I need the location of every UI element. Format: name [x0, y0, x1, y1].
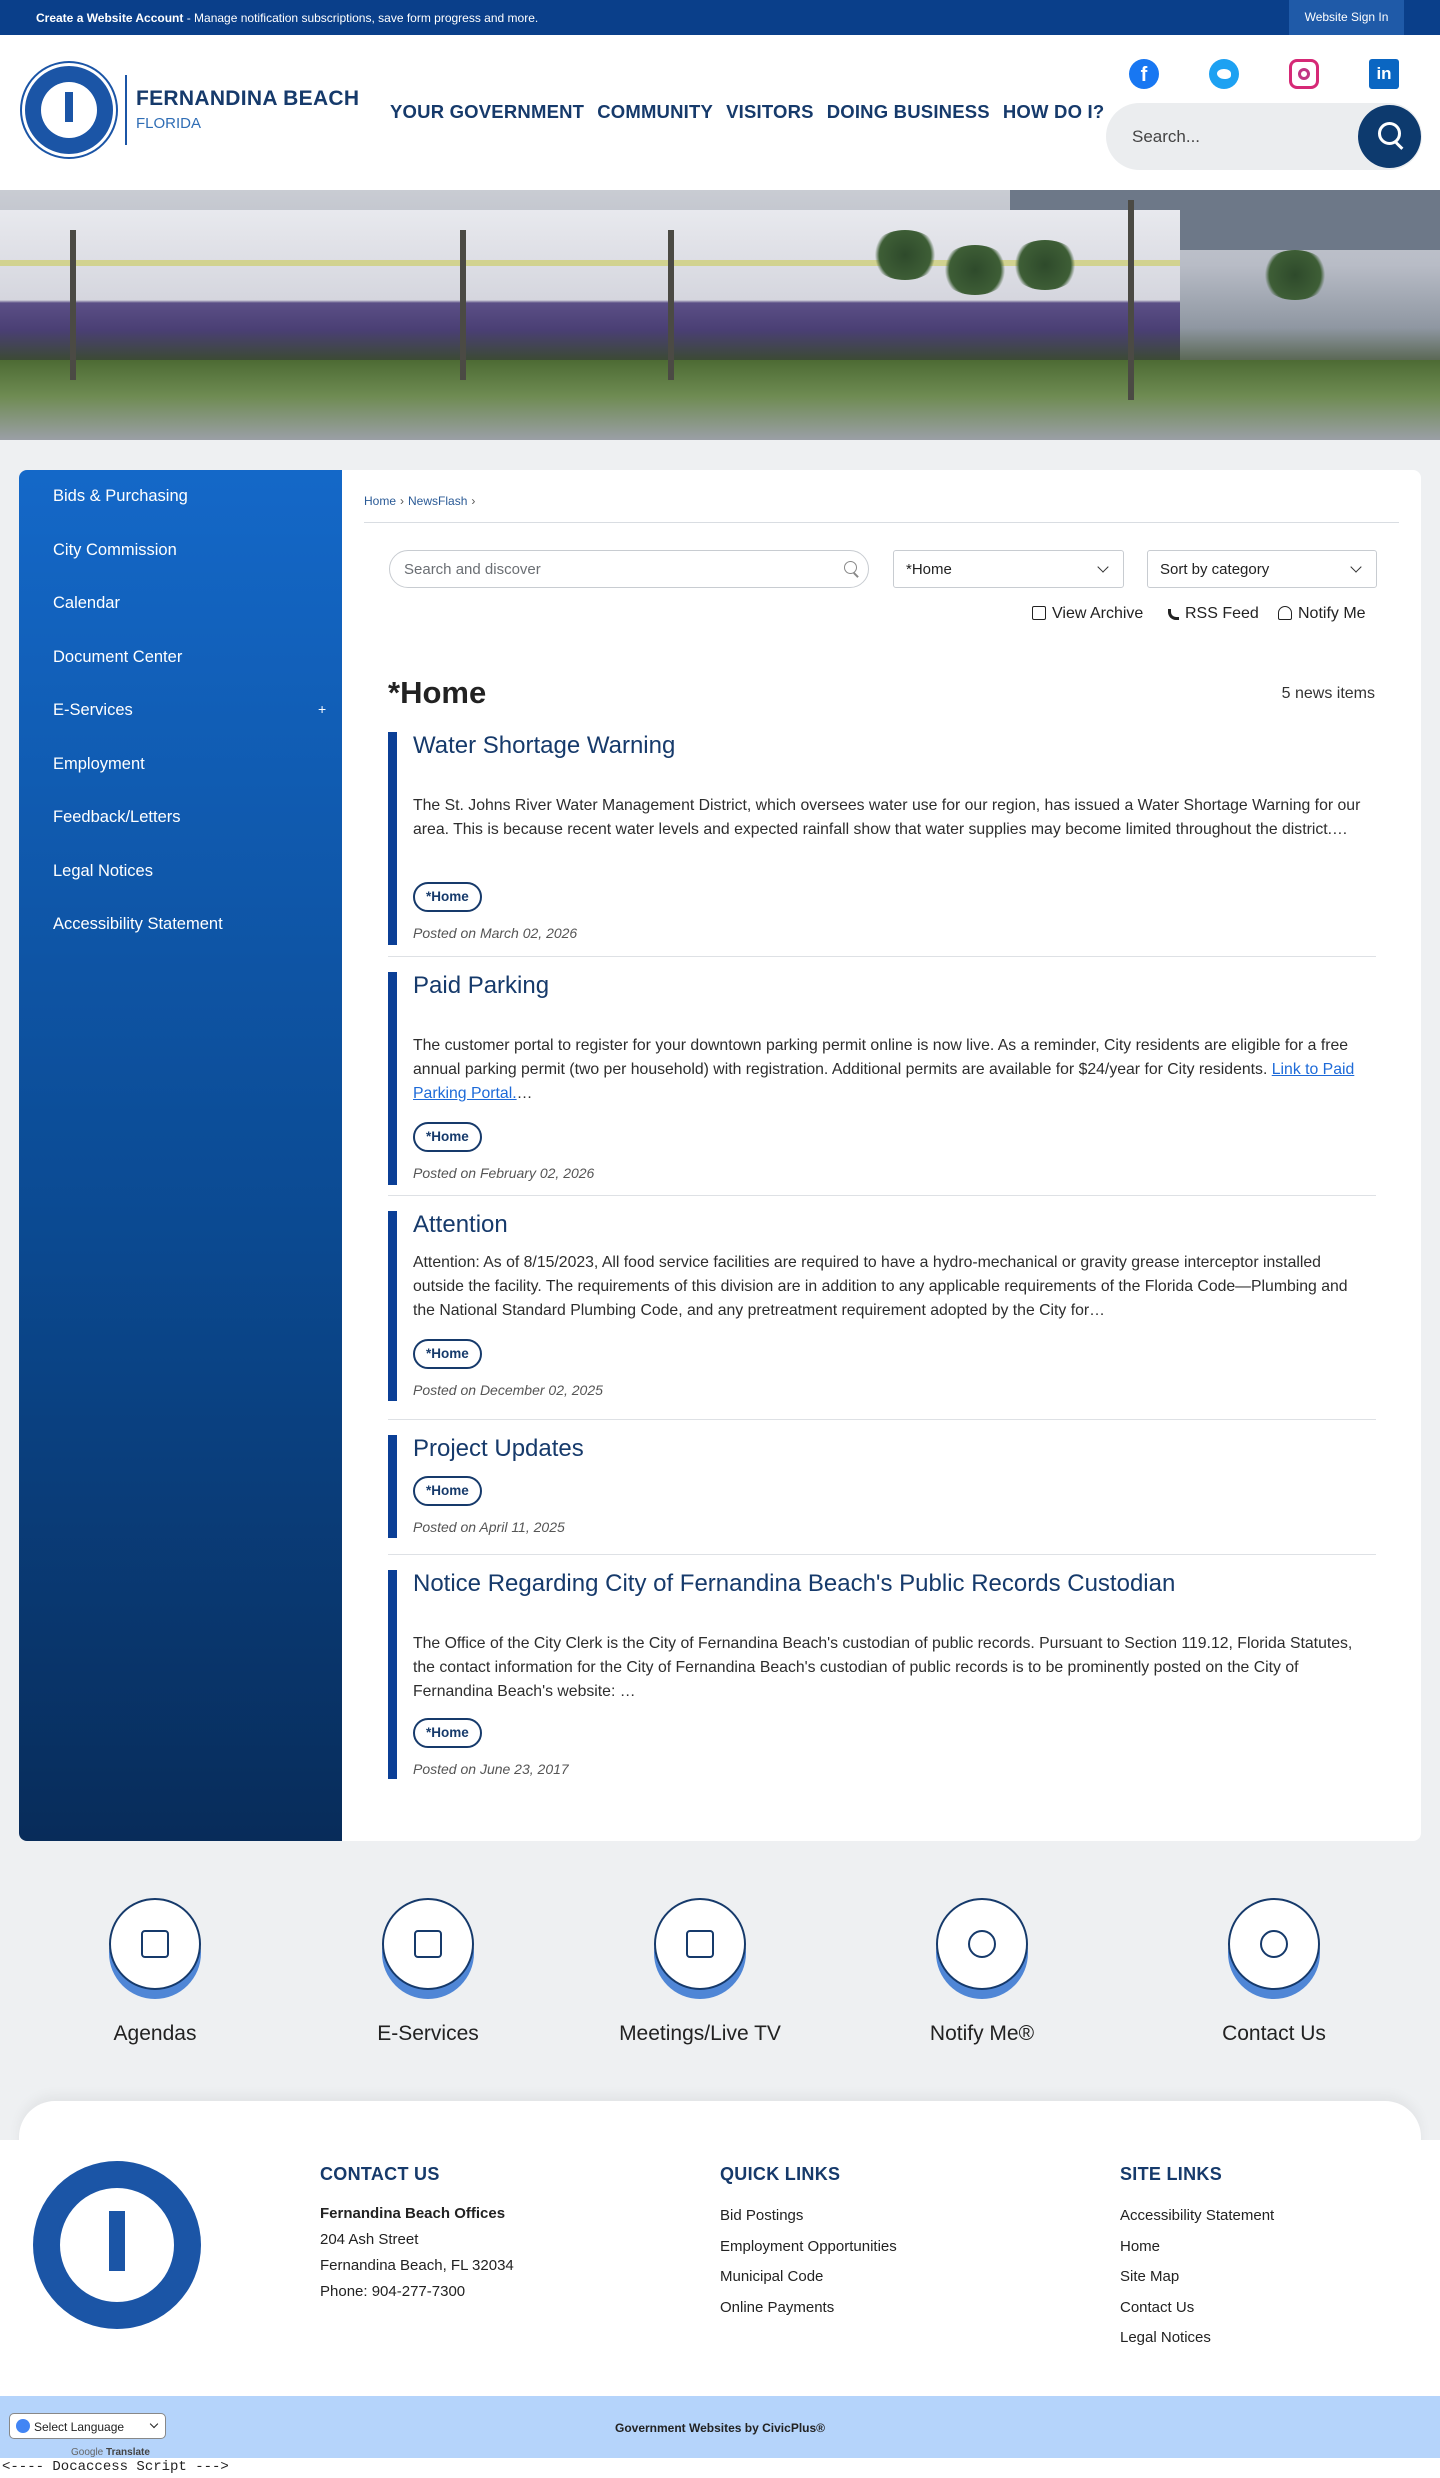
sidebar-item-calendar[interactable]: Calendar [53, 594, 120, 612]
news-item [388, 732, 1376, 945]
hero-banner-image [0, 190, 1440, 440]
news-item [388, 1211, 1376, 1401]
agenda-book-icon [141, 1930, 169, 1958]
sort-select[interactable] [1147, 550, 1377, 588]
utility-bar [0, 0, 1440, 35]
brand-state: FLORIDA [136, 115, 202, 132]
news-body: The customer portal to register for your downtown parking permit online is now live. As a reminder, City residents are eligible for a free annual parking permit (two per household) with registration. Additional permits are available for $24/year for City residents. Link to Paid Parking Portal.… [413, 1037, 1355, 1102]
twitter-icon[interactable] [1209, 59, 1239, 89]
footer-link-accessibility[interactable]: Accessibility Statement [1120, 2207, 1275, 2224]
footer-link-online-payments[interactable]: Online Payments [720, 2298, 835, 2316]
category-select-value: *Home [906, 561, 952, 578]
sidebar-item-feedback-letters[interactable]: Feedback/Letters [53, 808, 181, 826]
category-select[interactable] [893, 550, 1124, 588]
news-accent-bar [388, 1570, 397, 1779]
nav-community[interactable]: COMMUNITY [597, 101, 714, 122]
quick-link-meetings-live-tv[interactable]: Meetings/Live TV [600, 1898, 800, 2046]
sidebar-nav [19, 470, 342, 1841]
chevron-down-icon [150, 2420, 158, 2428]
news-item [388, 1435, 1376, 1538]
footer-contact-heading: CONTACT US [320, 2164, 440, 2184]
news-accent-bar [388, 1435, 397, 1538]
google-icon [16, 2419, 30, 2433]
divider [364, 522, 1399, 523]
footer-site-links [1120, 2164, 1274, 2354]
bell-icon [1278, 606, 1292, 620]
content-card [19, 470, 1421, 1841]
footer-quick-links [720, 2164, 897, 2323]
view-archive-link[interactable]: View Archive [1032, 605, 1143, 623]
news-date: Posted on March 02, 2026 [413, 925, 578, 941]
breadcrumb-home[interactable]: Home [364, 494, 397, 508]
breadcrumb-newsflash[interactable]: NewsFlash [408, 494, 468, 508]
brand-name[interactable]: FERNANDINA BEACH [136, 87, 360, 110]
nav-your-government[interactable]: YOUR GOVERNMENT [390, 101, 585, 122]
footer-link-municipal-code[interactable]: Municipal Code [720, 2268, 824, 2285]
linkedin-icon[interactable]: in [1369, 59, 1399, 89]
news-date: Posted on December 02, 2025 [413, 1382, 603, 1398]
footer-link-home[interactable]: Home [1120, 2237, 1161, 2255]
news-title[interactable]: Project Updates [413, 1435, 584, 1462]
monitor-icon [414, 1930, 442, 1958]
facebook-icon[interactable]: f [1129, 59, 1159, 89]
sidebar-item-accessibility-statement[interactable]: Accessibility Statement [53, 915, 223, 933]
divider [388, 956, 1376, 957]
chat-bubble-icon [968, 1930, 996, 1958]
breadcrumb: Home › NewsFlash › [364, 494, 476, 508]
archive-icon [1032, 606, 1046, 620]
divider [388, 1195, 1376, 1196]
site-search-placeholder: Search... [1132, 127, 1201, 146]
news-date: Posted on April 11, 2025 [413, 1519, 565, 1535]
news-body: The St. Johns River Water Management District, which oversees water use for our region, has issued a Water Shortage Warning for our area. This is because recent water levels and expected rainfall show that water supplies may become limited throughout the district.… [413, 797, 1361, 838]
news-accent-bar [388, 972, 397, 1185]
news-category-tag[interactable]: *Home [413, 1122, 482, 1152]
footer-link-employment[interactable]: Employment Opportunities [720, 2237, 897, 2255]
google-translate-credit: Google Translate [71, 2447, 150, 2458]
news-category-tag[interactable]: *Home [413, 1718, 482, 1748]
sidebar-item-e-services[interactable]: E-Services [53, 701, 133, 719]
tv-icon [686, 1930, 714, 1958]
sort-select-value: Sort by category [1160, 561, 1270, 578]
footer-city-seal [33, 2161, 201, 2329]
phone-icon [1260, 1930, 1288, 1958]
news-search-placeholder: Search and discover [404, 561, 541, 578]
news-title[interactable]: Paid Parking [413, 972, 550, 999]
nav-visitors[interactable]: VISITORS [726, 101, 814, 122]
quick-link-notify-me[interactable]: Notify Me® [882, 1898, 1082, 2046]
news-accent-bar [388, 1211, 397, 1401]
language-select[interactable]: Select Language [9, 2413, 166, 2439]
main-content [342, 470, 1421, 1841]
page-title: *Home [388, 675, 487, 710]
sign-in-button[interactable]: Website Sign In [1289, 0, 1404, 35]
news-date: Posted on June 23, 2017 [413, 1761, 569, 1777]
search-icon[interactable] [844, 561, 860, 577]
nav-doing-business[interactable]: DOING BUSINESS [826, 101, 990, 122]
footer-link-legal-notices[interactable]: Legal Notices [1120, 2329, 1211, 2346]
rss-icon [1168, 609, 1179, 620]
notify-me-link[interactable]: Notify Me [1278, 605, 1366, 623]
quick-link-e-services[interactable]: E-Services [328, 1898, 528, 2046]
paid-parking-portal-link[interactable]: Link to Paid Parking Portal. [413, 1061, 1355, 1102]
sidebar-item-city-commission[interactable]: City Commission [53, 541, 177, 559]
news-title[interactable]: Attention [413, 1211, 508, 1238]
account-message [36, 11, 538, 25]
main-nav [390, 101, 1117, 123]
sidebar-item-legal-notices[interactable]: Legal Notices [53, 862, 153, 880]
news-title[interactable]: Notice Regarding City of Fernandina Beach's Public Records Custodian [413, 1570, 1176, 1597]
news-date: Posted on February 02, 2026 [413, 1165, 595, 1181]
create-account-link[interactable]: Create a Website Account [36, 11, 184, 25]
news-category-tag[interactable]: *Home [413, 1339, 482, 1369]
news-count: 5 news items [1281, 685, 1375, 702]
civicplus-link[interactable]: Government Websites by CivicPlus® [614, 2421, 826, 2435]
divider [388, 1419, 1376, 1420]
quick-link-contact-us[interactable]: Contact Us [1174, 1898, 1374, 2046]
address-line-2: Fernandina Beach, FL 32034 [320, 2257, 514, 2274]
copyright-bar [0, 2396, 1440, 2458]
news-body: The Office of the City Clerk is the City of Fernandina Beach's custodian of public records. Pursuant to Section 119.12, Florida Statutes, the contact information for the City of Fernandina Beach's custodian of public records is to be prominently posted on the City of Fernandina Beach's website: … [413, 1635, 1353, 1700]
search-icon[interactable] [1358, 105, 1421, 168]
footer-site-heading: SITE LINKS [1120, 2164, 1223, 2184]
address-line-1: 204 Ash Street [320, 2231, 419, 2248]
sidebar-item-document-center[interactable]: Document Center [53, 648, 183, 666]
quick-link-agendas[interactable]: Agendas [55, 1898, 255, 2046]
logo-divider [125, 75, 127, 145]
news-title[interactable]: Water Shortage Warning [413, 732, 676, 759]
city-seal-logo[interactable] [22, 63, 116, 157]
footer-link-bid-postings[interactable]: Bid Postings [720, 2207, 804, 2224]
site-header [0, 35, 1440, 190]
sidebar-item-employment[interactable]: Employment [53, 755, 145, 773]
news-category-tag[interactable]: *Home [413, 1476, 482, 1506]
phone-number: Phone: 904-277-7300 [320, 2283, 466, 2300]
rss-feed-link[interactable]: RSS Feed [1168, 605, 1259, 623]
footer-contact [320, 2164, 514, 2305]
news-category-tag[interactable]: *Home [413, 882, 482, 912]
expand-icon[interactable]: + [318, 701, 327, 717]
news-accent-bar [388, 732, 397, 945]
news-item [388, 1570, 1376, 1779]
news-search-input[interactable] [389, 550, 869, 588]
chevron-down-icon [1350, 561, 1361, 572]
divider [388, 1554, 1376, 1555]
nav-how-do-i[interactable]: HOW DO I? [1002, 101, 1105, 122]
footer-link-site-map[interactable]: Site Map [1120, 2268, 1180, 2285]
chevron-down-icon [1097, 561, 1108, 572]
footer-link-contact-us[interactable]: Contact Us [1120, 2298, 1195, 2316]
sidebar-item-bids-purchasing[interactable]: Bids & Purchasing [53, 487, 188, 505]
office-name: Fernandina Beach Offices [320, 2205, 506, 2222]
account-message-text: - Manage notification subscriptions, save form progress and more. [183, 11, 539, 25]
instagram-icon[interactable] [1289, 59, 1319, 89]
news-body: Attention: As of 8/15/2023, All food service facilities are required to have a hydro-mechanical or gravity grease interceptor installed outside the facility. The requirements of this division are in addition to any applicable requirements of the Florida Code—Plumbing and the National Standard Plumbing Code, and any pretreatment requirement adopted by the City for… [413, 1254, 1348, 1319]
news-item [388, 972, 1376, 1185]
docaccess-script-text: <---- Docaccess Script ---> [0, 2458, 1440, 2478]
footer-quick-heading: QUICK LINKS [720, 2164, 841, 2184]
